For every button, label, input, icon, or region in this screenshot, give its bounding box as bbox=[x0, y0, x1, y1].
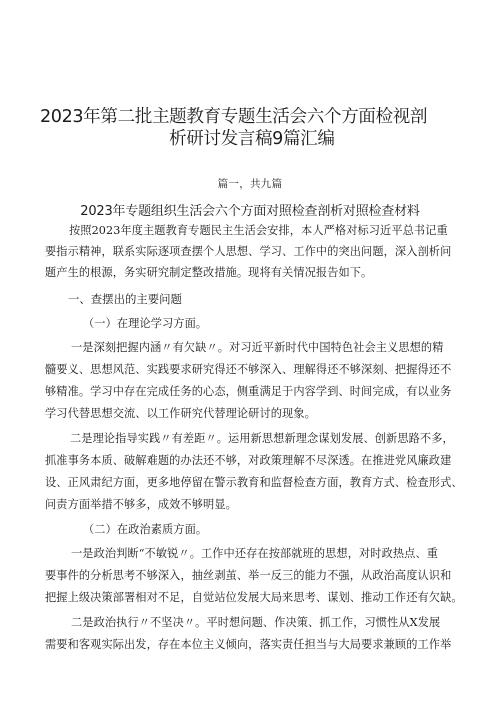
paragraph-line: 学习代替思想交流、以工作研究代替理论研讨的现象。 bbox=[45, 407, 316, 420]
heading-problems: 一、查摆出的主要问题 bbox=[68, 292, 182, 306]
section-title: 2023年专题组织生活会六个方面对照检查剖析对照检查材料 bbox=[80, 204, 420, 219]
paragraph-line: 问责方面举措不够多，成效不够明显。 bbox=[45, 498, 237, 511]
subheading-political: （二）在政治素质方面。 bbox=[83, 523, 208, 536]
paragraph-line: 抓准事务本质、破解难题的办法还不够，对政策理解不尽深透。在推进党风廉政建 bbox=[45, 454, 452, 467]
paragraph-line: 髓要义、思想风范、实践要求研究得还不够深入、理解得还不够深刻、把握得还不 bbox=[45, 363, 452, 376]
paragraph-line: 一是政治判断“不敏锐〃。工作中还存在按部就班的思想，对时政热点、重 bbox=[71, 547, 439, 560]
paragraph-line: 需要和客观实际出发，存在本位主义倾向，落实责任担当与大局要求兼顾的工作举 bbox=[45, 638, 452, 651]
paragraph-line: 把握上级决策部署相对不足，自觉站位发展大局来思考、谋划、推动工作还有欠缺。 bbox=[45, 591, 463, 604]
paragraph-line: 要事件的分析思考不够深入，抽丝剥茧、举一反三的能力不强，从政治高度认识和 bbox=[45, 569, 452, 582]
intro-line: 题产生的根源，务实研究制定整改措施。现将有关情况报告如下。 bbox=[45, 266, 373, 279]
paragraph-line: 设、正风肃纪方面，更多地停留在警示教育和监督检查方面，教育方式、检查形式、 bbox=[45, 476, 463, 489]
subheading-theory: （一）在理论学习方面。 bbox=[83, 317, 208, 330]
intro-line: 按照2023年度主题教育专题民主生活会安排，本人严格对标习近平总书记重 bbox=[69, 224, 448, 237]
chapter-label: 篇一，共九篇 bbox=[217, 178, 283, 190]
paragraph-line: 够精准。学习中存在完成任务的心态，侧重满足于内容学到、时间完成，有以业务 bbox=[45, 385, 452, 398]
paragraph-line: 二是政治执行〃不坚决〃。平时想问题、作决策、抓工作，习惯性从X发展 bbox=[71, 616, 441, 629]
document-title-line-2: 析研讨发言稿9篇汇编 bbox=[169, 129, 335, 149]
intro-line: 要指示精神，联系实际逐项查摆个人思想、学习、工作中的突出问题，深入剖析问 bbox=[45, 245, 452, 258]
document-title-line-1: 2023年第二批主题教育专题生活会六个方面检视剖 bbox=[40, 107, 428, 127]
paragraph-line: 二是理论指导实践〃有差距〃。运用新思想新理念谋划发展、创新思路不多， bbox=[70, 432, 454, 445]
paragraph-line: 一是深刻把握内涵〃有欠缺〃。对习近平新时代中国特色社会主义思想的精 bbox=[71, 341, 444, 354]
